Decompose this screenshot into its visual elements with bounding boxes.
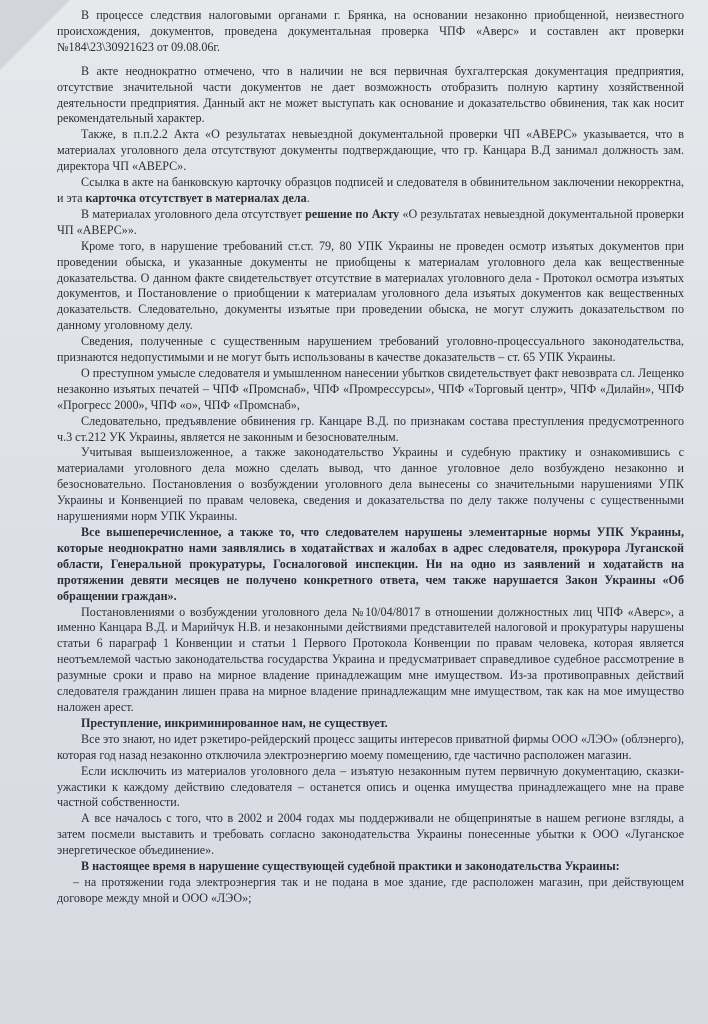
bold-text: карточка отсутствует в материалах дела [85, 190, 307, 205]
text-run: Сведения, полученные с существенным нарушением требований уголовно-процессуального законодательства, признаются недопустимыми и не могут быть использованы в качестве доказательств – ст. 65 УПК Украины. [57, 334, 684, 365]
paragraph-10 [57, 445, 684, 525]
text-run: Следовательно, предъявление обвинения гр. Канцаре В.Д. по признакам состава преступления предусмотренного ч.3 ст.212 УК Украины, является не законным и безоснователным. [57, 413, 684, 444]
paragraph-17 [57, 859, 684, 875]
text-run: Все это знают, но идет рэкетиро-рейдерский процесс защиты интересов приватной фирмы ООО «ЛЭО» (облэнерго), которая год назад незаконно отключила электроэнергию моему помещению, где частично расположен магазин. [57, 731, 684, 762]
text-run: Кроме того, в нарушение требований ст.ст. 79, 80 УПК Украины не проведен осмотр изъятых документов при проведении обыска, и указанные документы не приобщены к материалам уголовного дела как вещественные доказательства. О данном факте свидетельствует отсутствие в материалах уголовного дела - Протокол осмотра изъятых документов, и Постановление о приобщении к материалам уголовного дела изъятых документов как вещественных доказательств. Следовательно, документы изъятые при проведении обыска, не могут служить доказательством по данному уголовному делу. [57, 238, 684, 333]
text-run: О преступном умысле следователя и умышленном нанесении убытков свидетельствует факт невозврата сл. Лещенко незаконно изъятых печатей – ЧПФ «Промснаб», ЧПФ «Промрессурсы», ЧПФ «Торговый центр», ЧПФ «Дилайн», ЧПФ «Прогресс 2000», ЧПФ «о», ЧПФ «Промснаб», [57, 365, 684, 412]
paragraph-14 [57, 732, 684, 764]
text-run: – на протяжении года электроэнергия так и не подана в мое здание, где расположен магазин, при действующем договоре между мной и ООО «ЛЭО»; [57, 874, 684, 905]
text-run: Также, в п.п.2.2 Акта «О результатах невыездной документальной проверки ЧП «АВЕРС» указывается, что в материалах уголовного дела отсутствуют документы подтверждающие, что гр. Канцара В.Д занимал должность зам. директора ЧП «АВЕРС». [57, 127, 684, 174]
text-run: . [306, 190, 310, 205]
text-run: В акте неоднократно отмечено, что в наличии не вся первичная бухгалтерская документация предприятия, отсутствие значительной части документов не дает возможность отобразить полную картину хозяйственной деятельности предприятия. Данный акт не может выступать как основание и доказательство обвинения, так как носит рекомендательный характер. [57, 63, 684, 126]
paragraph-4 [57, 175, 684, 207]
paragraph-7 [57, 334, 684, 366]
paragraph-3 [57, 127, 684, 175]
paragraph-5 [57, 207, 684, 239]
bold-text: Преступление, инкриминированное нам, не существует. [81, 715, 388, 730]
paragraph-1 [57, 8, 684, 56]
bold-text: Все вышеперечисленное, а также то, что следователем нарушены элементарные нормы УПК Украины, которые неоднократно нами заявлялись в ходатайствах и жалобах в адрес следователя, прокурора Луганской области, Генеральной прокуратуры, Госналоговой инспекции. Ни на одно из заявлений и ходатайств на протяжении девяти месяцев не получено конкретного ответа, чем также нарушается Закон Украины «Об обращении граждан». [57, 525, 684, 603]
paragraph-12 [57, 605, 684, 716]
bold-text: решение по Акту [305, 206, 400, 221]
paragraph-16 [57, 811, 684, 859]
text-run: Постановлениями о возбуждении уголовного дела №10/04/8017 в отношении должностных лиц ЧПФ «Аверс», а именно Канцара В.Д. и Марийчук Н.В. и незаконными действиями представителей налоговой и прокуратуры нарушены статьи 6 параграф 1 Конвенции и статьи 1 Первого Протокола Конвенции по правам человека, которая является неотъемлемой частью законодательства государства Украина и предусматривает справедливое судебное рассмотрение в разумные сроки и право на мирное владение принадлежащим мне имуществом. Из-за противоправных действий следователя гражданин лишен права на мирное владение принадлежащим мне имуществом, так как на мое имущество наложен арест. [57, 604, 684, 714]
text-run: Учитывая вышеизложенное, а также законодательство Украины и судебную практику и ознакомившись с материалами уголовного дела можно сделать вывод, что данное уголовное дело возбуждено незаконно и безосновательно. Постановления о возбуждении уголовного дела вынесены со значительными нарушениями УПК Украины и Конвенцией по правам человека, сведения и доказательства по делу также получены с существенными нарушениями норм УПК Украины. [57, 445, 684, 524]
document-body [57, 8, 684, 907]
paragraph-6 [57, 239, 684, 334]
paragraph-8 [57, 366, 684, 414]
text-run: Ссылка в акте на банковскую карточку образцов подписей и следователя в обвинительном заключении некорректна, и эта [57, 175, 684, 205]
paragraph-9 [57, 414, 684, 446]
text-run: В материалах уголовного дела отсутствует [81, 206, 306, 221]
bold-text: В настоящее время в нарушение существующей судебной практики и законодательства Украины: [81, 859, 620, 874]
text-run: Если исключить из материалов уголовного дела – изъятую незаконным путем первичную документацию, сказки-ужастики к каждому действию следователя – останется опись и оценка имущества принадлежащего мне на праве частной собственности. [57, 763, 684, 810]
text-run: В процессе следствия налоговыми органами г. Брянка, на основании незаконно приобщенной, неизвестного происхождения, документов, проведена документальная проверка ЧПФ «Аверс» и составлен акт проверки №184\23\30921623 от 09.08.06г. [57, 8, 684, 54]
text-run: «О результатах невыездной документальной проверки ЧП «АВЕРС»». [57, 206, 684, 237]
paragraph-13 [57, 716, 684, 732]
paragraph-2 [57, 64, 684, 128]
paragraph-18 [57, 875, 684, 907]
paragraph-15 [57, 764, 684, 812]
text-run: А все началось с того, что в 2002 и 2004 годах мы поддерживали не общепринятые в нашем регионе взгляды, а затем посмели выставить и требовать согласно законодательства Украины понесенные убытки к ООО «Луганское энергетическое объединение». [57, 811, 684, 858]
paragraph-11 [57, 525, 684, 605]
